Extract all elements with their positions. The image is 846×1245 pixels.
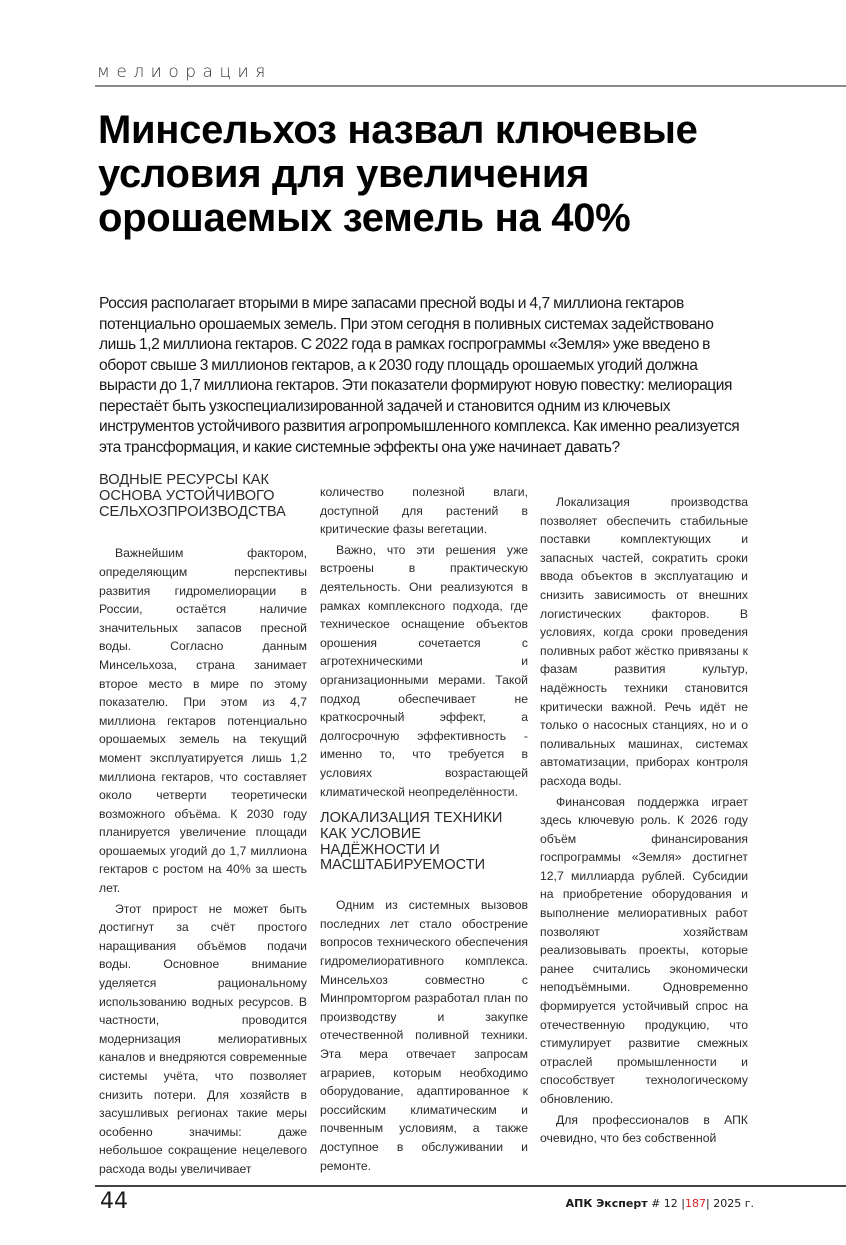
bottom-divider [95,1185,846,1187]
paragraph: Для профессионалов в АПК очевидно, что без собственной [540,1112,748,1146]
article-title: Минсельхоз назвал ключевые условия для увеличения орошаемых земель на 40% [98,108,698,240]
issue-year: | 2025 г. [706,1197,754,1210]
paragraph: Важнейшим фактором, определяющим перспективы развития гидромелиорации в России, остаётся наличие значительных запасов пресной воды. Согласно данным Минсельхоза, страна занимает второе место в мире по этому показателю. При этом из 4,7 миллиона гектаров потенциально орошаемых земель на текущий момент эксплуатируется лишь 1,2 миллиона гектаров, что составляет около четверти теоретически возможного объёма. К 2030 году планируется увеличение площади орошаемых угодий до 1,7 миллиона гектаров с ростом на 40% за шесть лет. [99,546,307,896]
magazine-name: АПК Эксперт [565,1197,648,1210]
paragraph: Одним из системных вызовов последних лет стало обострение вопросов технического обеспечения гидромелиоративного комплекса. Минсельхоз совместно с Минпромторгом разработал план по производству и закупке отечественной поливной техники. Эта мера отвечает запросам аграриев, которым необходимо оборудование, адаптированное к российским климатическим и почвенным условиям, а также доступное в обслуживании и ремонте. [320,898,528,1173]
section-rubric: мелиорация [97,62,272,82]
paragraph-continuation: количество полезной влаги, доступной для растений в критические фазы вегетации. [320,485,528,537]
issue-prefix: # 12 | [651,1197,686,1210]
paragraph: Этот прирост не может быть достигнут за счёт простого наращивания объёмов подачи воды. Основное внимание уделяется рациональному использованию водных ресурсов. В частности, проводится модернизация мелиоративных каналов и внедряются современные системы учёта, что позволяет снизить потери. Для хозяйств в засушливых регионах такие меры особенно значимы: даже небольшое сокращение нецелевого расхода воды увеличивает [99,901,307,1176]
footer-issue-info [566,1197,754,1210]
top-divider [95,85,846,87]
page-number: 44 [100,1189,128,1214]
article-lead: Россия располагает вторыми в мире запасами пресной воды и 4,7 миллиона гектаров потенциально орошаемых земель. При этом сегодня в поливных системах задействовано лишь 1,2 миллиона гектаров. С 2022 года в рамках госпрограммы «Земля» уже введено в оборот свыше 3 миллионов гектаров, а к 2030 году площадь орошаемых угодий должна вырасти до 1,7 миллиона гектаров. Эти показатели формируют новую повестку: мелиорация перестаёт быть узкоспециализированной задачей и становится одним из ключевых инструментов устойчивого развития агропромышленного комплекса. Как именно реализуется эта трансформация, и какие системные эффекты она уже начинает давать? [99,295,740,456]
column-1 [99,473,307,1179]
paragraph: Важно, что эти решения уже встроены в практическую деятельность. Они реализуются в рамках комплексного подхода, где техническое оснащение объектов орошения сочетается с агротехническими и организационными мерами. Такой подход обеспечивает не краткосрочный эффект, а долгосрочную эффективность - именно то, что требуется в условиях возрастающей климатической неопределённости. [320,542,528,799]
column-3 [540,493,748,1148]
section-heading-water-resources: ВОДНЫЕ РЕСУРСЫ КАК ОСНОВА УСТОЙЧИВОГО СЕЛЬХОЗПРОИЗВОДСТВА [99,472,286,520]
paragraph: Локализация производства позволяет обеспечить стабильные поставки комплектующих и запасных частей, сократить сроки ввода объектов в эксплуатацию и снизить зависимость от внешних логистических факторов. В условиях, когда сроки проведения поливных работ жёстко привязаны к фазам развития культур, надёжность техники становится критически важной. Речь идёт не только о насосных станциях, но и о поливальных машинах, системах автоматизации, приборах контроля расхода воды. [540,495,748,788]
section-heading-localization: ЛОКАЛИЗАЦИЯ ТЕХНИКИ КАК УСЛОВИЕ НАДЁЖНОСТИ И МАСШТАБИРУЕМОСТИ [320,810,503,874]
column-2 [320,483,528,1175]
paragraph: Финансовая поддержка играет здесь ключевую роль. К 2026 году объём финансирования госпрограммы «Земля» достигнет 12,7 миллиарда рублей. Субсидии на приобретение оборудования и выполнение мелиоративных работ позволяют хозяйствам реализовывать проекты, которые ранее считались экономически неподъёмными. Одновременно формируется устойчивый спрос на отечественную продукцию, что стимулирует развитие смежных отраслей промышленности и способствует технологическому обновлению. [540,794,748,1106]
issue-total-number: 187 [685,1197,707,1210]
